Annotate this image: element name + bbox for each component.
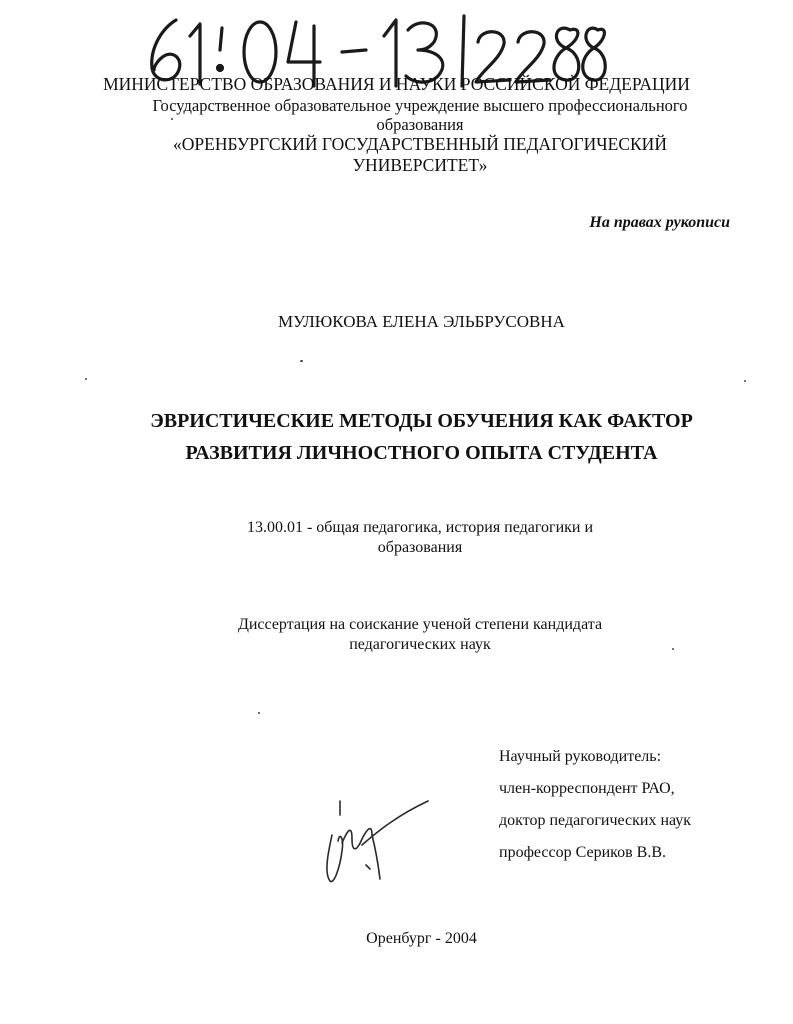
scientific-advisor: [499, 741, 691, 869]
institution-line-2: образования: [376, 115, 464, 134]
advisor-title-1: член-корреспондент РАО,: [499, 780, 675, 797]
degree-statement: [150, 615, 690, 655]
signature-icon: [318, 795, 438, 885]
scan-speck: [672, 648, 674, 650]
city-year: Оренбург - 2004: [366, 930, 477, 947]
university-line-1: «ОРЕНБУРГСКИЙ ГОСУДАРСТВЕННЫЙ ПЕДАГОГИЧЕСКИЙ: [173, 134, 667, 154]
specialty-line-1: 13.00.01 - общая педагогика, история педагогики и: [246, 519, 594, 536]
title-line-2: РАЗВИТИЯ ЛИЧНОСТНОГО ОПЫТА СТУДЕНТА: [185, 442, 658, 464]
scan-speck: [744, 380, 746, 382]
title-line-1: ЭВРИСТИЧЕСКИЕ МЕТОДЫ ОБУЧЕНИЯ КАК ФАКТОР: [150, 410, 693, 432]
scan-speck: [258, 712, 260, 714]
scan-speck: [300, 360, 303, 362]
degree-line-2: педагогических наук: [349, 636, 491, 653]
degree-line-1: Диссертация на соискание ученой степени кандидата: [237, 616, 603, 633]
ministry-heading: МИНИСТЕРСТВО ОБРАЗОВАНИЯ И НАУКИ РОССИЙСКОЙ ФЕДЕРАЦИИ: [103, 74, 690, 94]
institution-type: [100, 96, 740, 134]
advisor-name: профессор Сериков В.В.: [499, 844, 667, 861]
specialty-line-2: образования: [377, 539, 463, 556]
university-name: [100, 134, 740, 176]
scan-speck: [171, 118, 173, 120]
university-line-2: УНИВЕРСИТЕТ»: [352, 155, 488, 175]
advisor-label: Научный руководитель:: [499, 748, 662, 765]
advisor-title-2: доктор педагогических наук: [499, 812, 692, 829]
author-name: МУЛЮКОВА ЕЛЕНА ЭЛЬБРУСОВНА: [278, 312, 565, 331]
dissertation-title: [0, 405, 793, 469]
scan-speck: [85, 378, 87, 380]
specialty-code: [200, 518, 640, 558]
manuscript-rights-note: На правах рукописи: [589, 214, 730, 231]
institution-line-1: Государственное образовательное учреждение высшего профессионального: [152, 96, 688, 115]
